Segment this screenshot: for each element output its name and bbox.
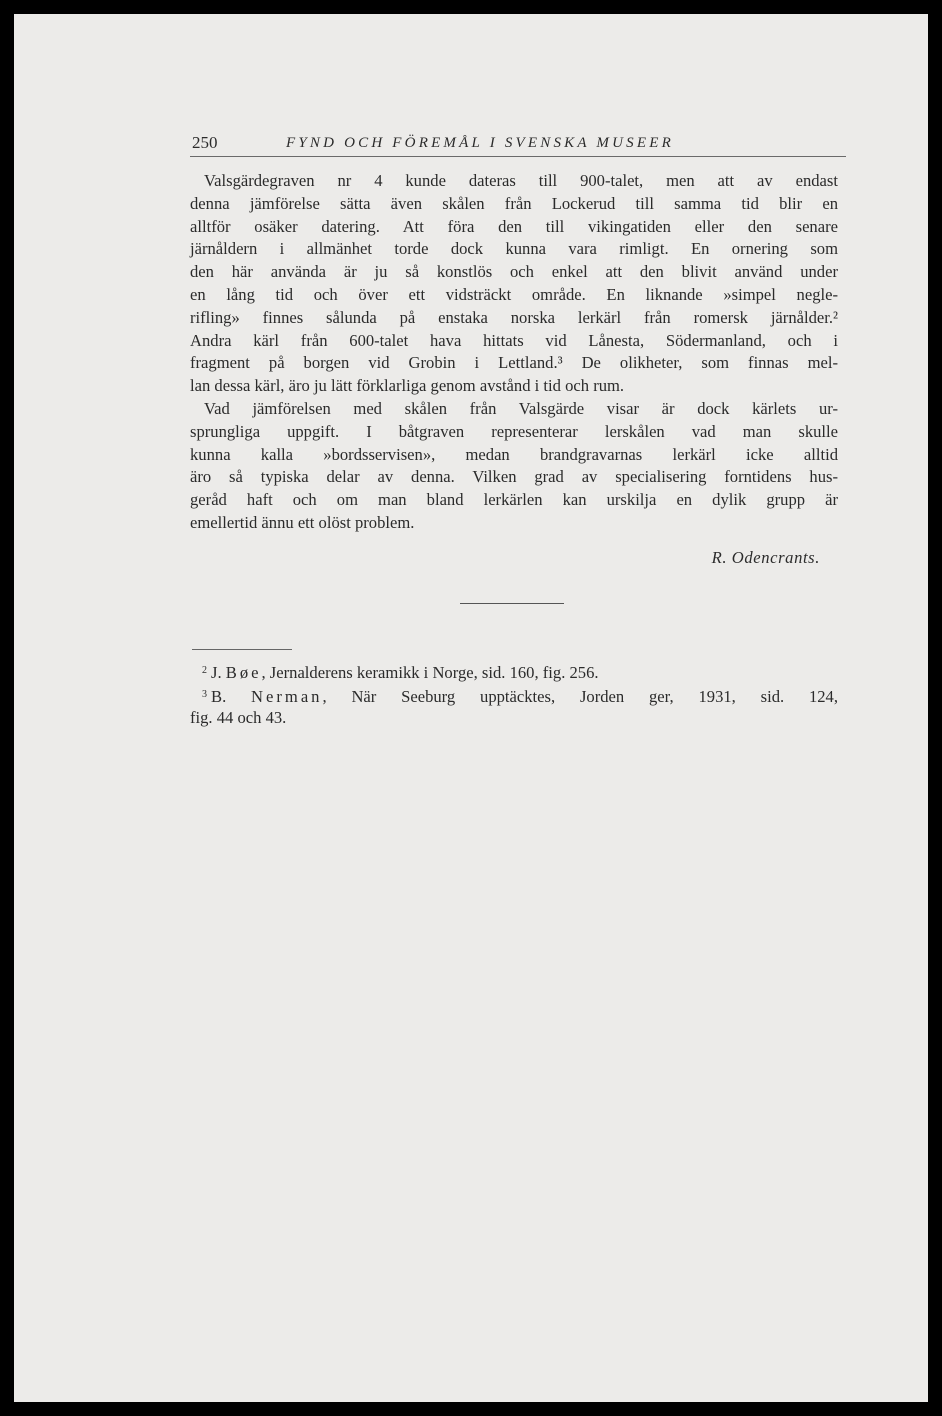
footnote-author: Bøe	[225, 663, 262, 682]
running-head	[190, 132, 846, 157]
page-number: 250	[192, 133, 218, 152]
body-line: Valsgärdegraven nr 4 kunde dateras till 900-talet, men att av endast	[204, 171, 838, 190]
author-signature: R. Odencrants.	[711, 548, 820, 567]
footnotes	[190, 659, 838, 730]
body-line: järnåldern i allmänhet torde dock kunna vara rimligt. En ornering som	[190, 239, 838, 259]
body-paragraph	[190, 170, 838, 535]
running-title: FYND OCH FÖREMÅL I SVENSKA MUSEER	[286, 135, 674, 151]
book-page	[14, 14, 928, 1402]
body-line: äro så typiska delar av denna. Vilken grad av specialisering forntidens hus-	[190, 467, 838, 487]
body-line: alltför osäker datering. Att föra den till vikingatiden eller den senare	[190, 216, 838, 236]
footnote-text: , Jernalderens keramikk i Norge, sid. 160, fig. 256.	[261, 663, 599, 682]
footnote-3	[190, 683, 838, 707]
footnote-rule	[192, 649, 292, 650]
footnote-mark: 3	[202, 688, 207, 700]
body-line: lan dessa kärl, äro ju lätt förklarliga genom avstånd i tid och rum.	[190, 376, 625, 396]
body-line: geråd haft och om man bland lerkärlen kan urskilja en dylik grupp är	[190, 490, 838, 510]
footnote-text: , När Seeburg upptäcktes, Jorden ger, 1931, sid. 124,	[322, 686, 838, 706]
footnote-author-initial: J.	[211, 663, 222, 682]
body-line: emellertid ännu ett olöst problem.	[190, 512, 415, 532]
body-line: kunna kalla »bordsservisen», medan brandgravarnas lerkärl icke alltid	[190, 444, 838, 464]
footnote-2	[190, 659, 838, 683]
body-line: den här använda är ju så konstlös och enkel att den blivit använd under	[190, 262, 838, 282]
footnote-author: Nerman	[251, 686, 323, 706]
body-line: Andra kärl från 600-talet hava hittats vid Lånesta, Södermanland, och i	[190, 330, 838, 350]
body-line: sprungliga uppgift. I båtgraven representerar lerskålen vad man skulle	[190, 421, 838, 441]
body-line: en lång tid och över ett vidsträckt område. En liknande »simpel negle-	[190, 284, 838, 304]
body-line: fragment på borgen vid Grobin i Lettland.³ De olikheter, som finnas mel-	[190, 353, 838, 373]
body-line: Vad jämförelsen med skålen från Valsgärde visar är dock kärlets ur-	[204, 398, 838, 418]
body-line: rifling» finnes sålunda på enstaka norska lerkärl från romersk järnålder.²	[190, 307, 838, 327]
footnote-mark: 2	[202, 665, 207, 676]
footnote-3-continuation: fig. 44 och 43.	[190, 708, 287, 727]
body-line: denna jämförelse sätta även skålen från Lockerud till samma tid blir en	[190, 193, 838, 213]
section-end-rule	[460, 603, 564, 604]
footnote-author-initial: B.	[211, 686, 227, 706]
